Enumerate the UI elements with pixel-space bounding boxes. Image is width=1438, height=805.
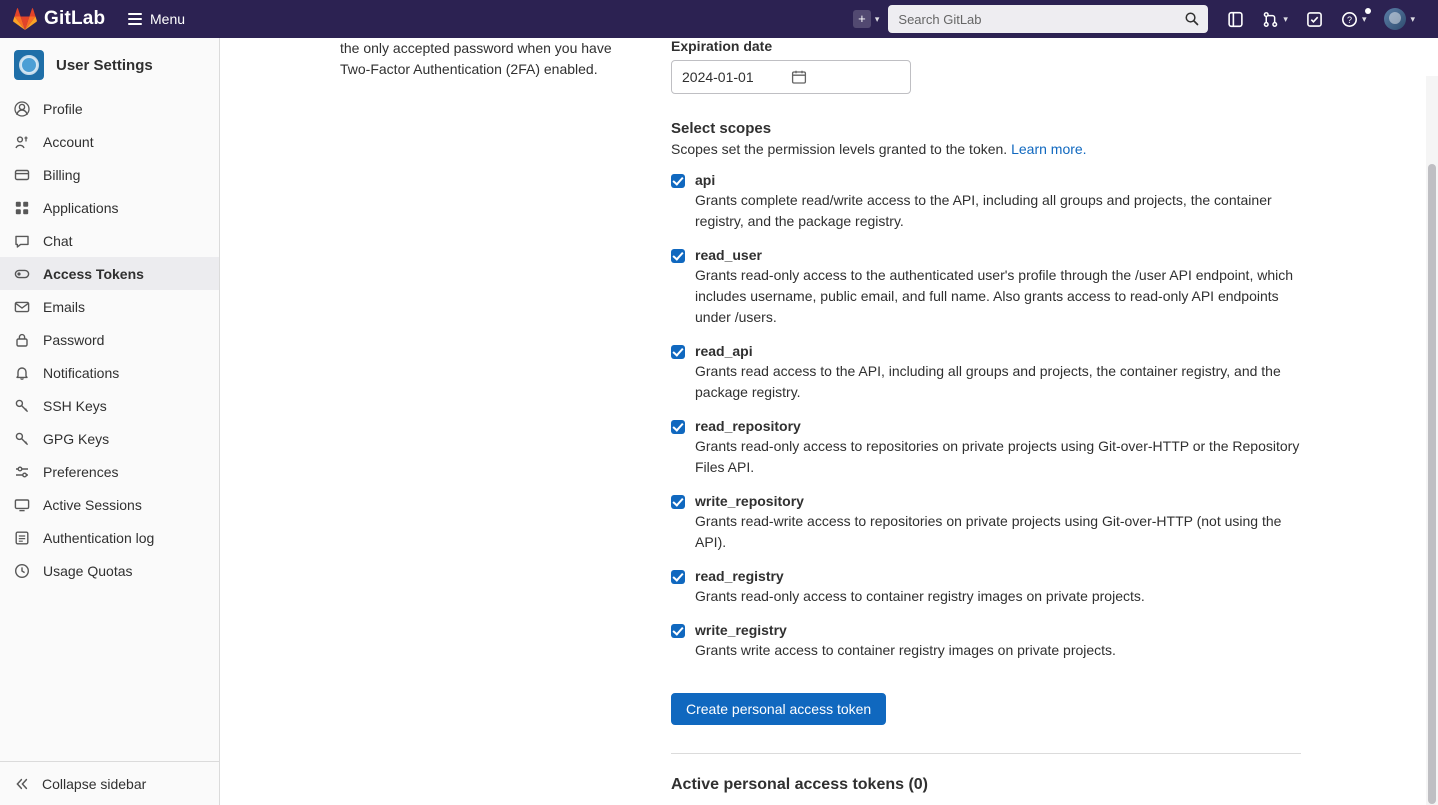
scope-name: read_registry [695,568,784,584]
scope-row-read-user [671,246,1311,328]
select-scopes-heading: Select scopes [671,120,772,137]
user-settings-sidebar [0,38,220,805]
sidebar-item-label: Authentication log [43,529,155,546]
scope-name: read_user [695,247,762,263]
scope-name: api [695,172,716,188]
sidebar-item-label: Emails [43,298,86,315]
help-menu[interactable] [1332,0,1376,38]
sidebar-item-ssh-keys[interactable] [0,389,219,422]
scope-checkbox-read-repository[interactable] [671,420,685,434]
hamburger-icon [128,10,142,28]
menu-label: Menu [150,11,186,27]
key-icon [14,398,30,414]
scope-checkbox-api[interactable] [671,174,685,188]
chevron-down-icon: ▾ [1410,13,1415,24]
sidebar-item-authentication-log[interactable] [0,521,219,554]
brand-title: GitLab [44,8,106,29]
sidebar-item-emails[interactable] [0,290,219,323]
sidebar-item-label: Profile [43,100,83,117]
expiration-date-input[interactable] [671,60,911,94]
chevron-down-icon: ▾ [874,13,880,24]
select-scopes-description [671,141,1311,157]
merge-request-icon [1262,11,1279,28]
sidebar-item-access-tokens[interactable] [0,257,219,290]
collapse-sidebar-label: Collapse sidebar [42,775,147,792]
sidebar-item-profile[interactable] [0,92,219,125]
monitor-icon [14,497,30,513]
token-icon [14,266,30,282]
calendar-icon[interactable] [791,69,900,85]
main-menu-button[interactable] [128,10,185,28]
scope-name: read_api [695,343,753,359]
scrollbar-thumb[interactable] [1428,164,1436,804]
sidebar-item-label: Applications [43,199,119,216]
scope-description: Grants write access to container registry images on private projects. [695,642,1116,658]
create-personal-access-token-button[interactable]: Create personal access token [671,693,886,725]
sidebar-item-label: Account [43,133,94,150]
sidebar-item-label: Active Sessions [43,496,142,513]
sidebar-item-label: Usage Quotas [43,562,133,579]
search-box[interactable] [888,5,1208,33]
apps-icon [14,200,30,216]
user-icon [14,101,30,117]
scope-checkbox-read-api[interactable] [671,345,685,359]
todo-list-icon [1306,11,1323,28]
sidebar-item-account[interactable] [0,125,219,158]
merge-requests-menu[interactable] [1253,0,1297,38]
collapse-sidebar-button[interactable] [0,761,219,805]
scope-description: Grants read access to the API, including all groups and projects, the container registry, and the package registry. [695,363,1281,400]
scope-checkbox-write-repository[interactable] [671,495,685,509]
user-settings-icon [14,50,44,80]
sidebar-item-label: Preferences [43,463,119,480]
sidebar-item-active-sessions[interactable] [0,488,219,521]
sidebar-item-label: Chat [43,232,73,249]
sidebar-item-label: Notifications [43,364,120,381]
help-icon [1341,11,1358,28]
search-input[interactable] [888,6,1208,32]
account-icon [14,134,30,150]
sidebar-item-label: Password [43,331,105,348]
scope-row-api [671,171,1311,232]
search-icon[interactable] [1184,11,1199,26]
sidebar-item-usage-quotas[interactable] [0,554,219,587]
sidebar-item-billing[interactable] [0,158,219,191]
svg-text:?: ? [1346,14,1352,25]
sidebar-item-gpg-keys[interactable] [0,422,219,455]
scope-checkbox-read-registry[interactable] [671,570,685,584]
expiration-date-label: Expiration date [671,38,773,54]
avatar [1384,8,1406,30]
section-divider [671,753,1301,754]
scope-name: write_repository [695,493,804,509]
chevron-double-left-icon [14,776,30,792]
scope-description: Grants read-only access to container registry images on private projects. [695,588,1145,604]
key-icon [14,431,30,447]
nav-right-cluster [844,0,1438,38]
scope-row-read-api [671,342,1311,403]
scope-name: write_registry [695,622,787,638]
log-icon [14,530,30,546]
lock-icon [14,332,30,348]
clock-icon [14,563,30,579]
sidebar-item-applications[interactable] [0,191,219,224]
scope-description: Grants read-only access to the authenticated user's profile through the /user API endpoint, which includes username, public email, and full name. Also grants access to read-only API endpoints under /users. [695,267,1294,325]
scope-row-read-registry [671,567,1311,607]
sidebar-context-header[interactable] [0,38,219,92]
scope-description: Grants read-only access to repositories on private projects using Git-over-HTTP or the Repository Files API. [695,438,1300,475]
sidebar-item-chat[interactable] [0,224,219,257]
comment-icon [14,233,30,249]
expiration-date-value: 2024-01-01 [682,69,754,85]
top-navigation-bar [0,0,1438,38]
issues-icon [1227,11,1244,28]
sidebar-item-password[interactable] [0,323,219,356]
scope-row-write-registry [671,621,1311,661]
sidebar-item-label: SSH Keys [43,397,107,414]
main-content [221,38,1438,805]
sidebar-item-label: GPG Keys [43,430,110,447]
scope-row-read-repository [671,417,1311,478]
chevron-down-icon: ▾ [1283,13,1288,24]
issues-link[interactable] [1218,0,1253,38]
sidebar-item-notifications[interactable] [0,356,219,389]
scope-row-write-repository [671,492,1311,553]
scope-checkbox-write-registry[interactable] [671,624,685,638]
sidebar-title: User Settings [56,56,153,74]
credit-card-icon [14,167,30,183]
scope-checkbox-read-user[interactable] [671,249,685,263]
chevron-down-icon: ▾ [1361,13,1367,24]
bell-icon [14,365,30,381]
sliders-icon [14,464,30,480]
sidebar-item-label: Billing [43,166,81,183]
scope-description: Grants complete read/write access to the API, including all groups and projects, the container registry, and the package registry. [695,192,1272,229]
create-new-menu[interactable] [844,0,889,38]
sidebar-item-label: Access Tokens [43,265,144,282]
scope-name: read_repository [695,418,801,434]
token-intro-text: the only accepted password when you have Two-Factor Authentication (2FA) enabled. [340,40,612,77]
gitlab-logo-icon [13,8,37,30]
sidebar-item-preferences[interactable] [0,455,219,488]
plus-icon: + [853,10,871,28]
learn-more-link[interactable]: Learn more. [1011,141,1087,157]
personal-access-token-form [671,38,1311,794]
active-tokens-heading: Active personal access tokens (0) [671,776,929,793]
gitlab-home-link[interactable] [0,8,110,30]
mail-icon [14,299,30,315]
scope-description: Grants read-write access to repositories on private projects using Git-over-HTTP (not using the API). [695,513,1282,550]
scopes-description-text: Scopes set the permission levels granted to the token. [671,141,1008,157]
user-menu[interactable] [1375,0,1424,38]
todos-link[interactable] [1297,0,1332,38]
